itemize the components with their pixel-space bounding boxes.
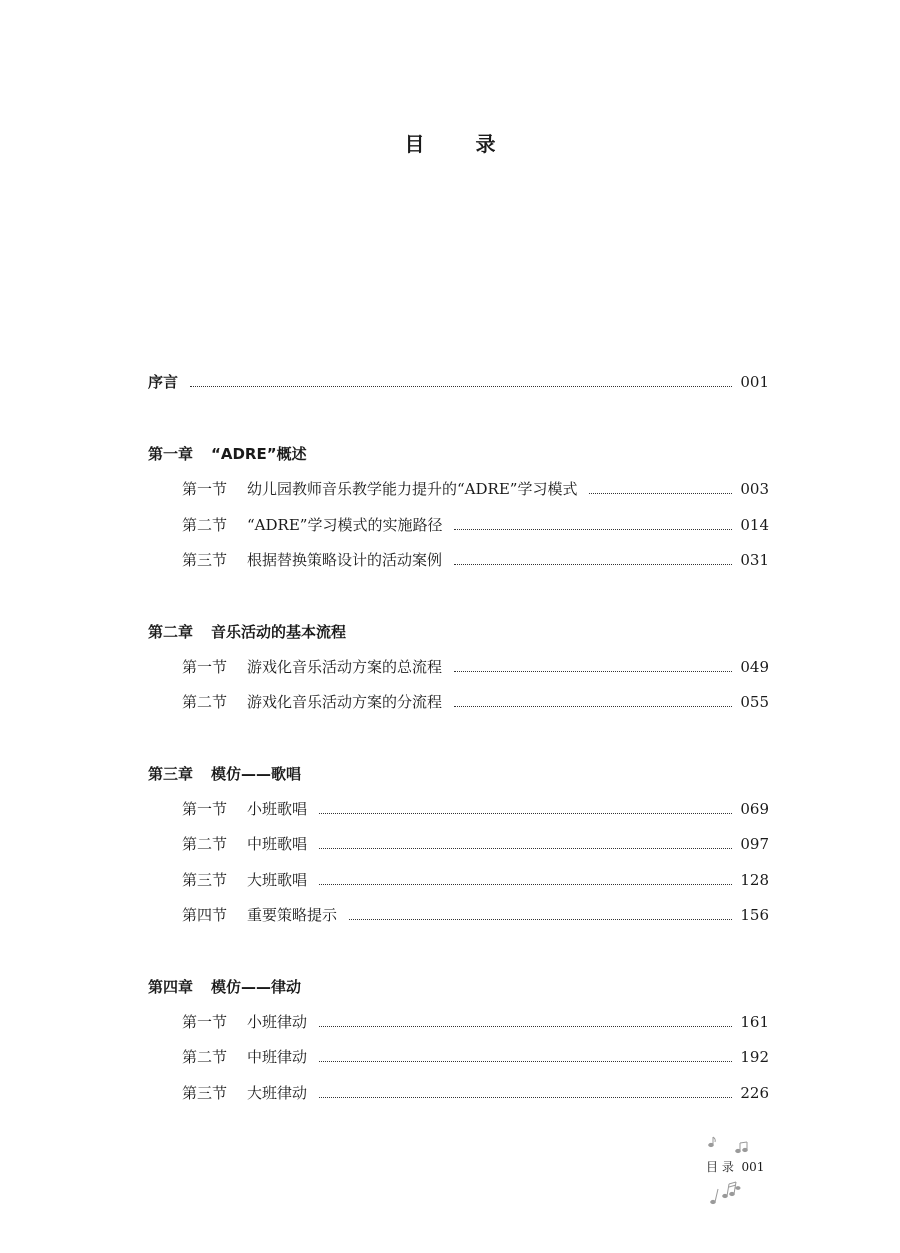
toc-entry[interactable] xyxy=(182,832,769,856)
section-title: 小班歌唱 xyxy=(247,800,308,818)
leader-dots xyxy=(589,493,732,494)
leader-dots xyxy=(454,706,732,707)
toc-page-number: 049 xyxy=(740,658,769,676)
toc-page-number: 161 xyxy=(740,1013,769,1031)
section-number: 第三节 xyxy=(182,871,228,889)
toc-page-number: 097 xyxy=(740,835,769,853)
leader-dots xyxy=(319,1097,732,1098)
toc-entry[interactable] xyxy=(182,513,769,537)
leader-dots xyxy=(454,564,732,565)
section-title: 小班律动 xyxy=(247,1013,308,1031)
chapter-heading[interactable] xyxy=(148,620,346,644)
chapter-number: 第一章 xyxy=(148,445,194,463)
chapter-title: 音乐活动的基本流程 xyxy=(211,623,347,641)
chapter-title: 模仿——律动 xyxy=(211,978,302,996)
section-number: 第二节 xyxy=(182,693,228,711)
section-number: 第二节 xyxy=(182,1048,228,1066)
toc-entry[interactable] xyxy=(182,903,769,927)
section-number: 第三节 xyxy=(182,1084,228,1102)
leader-dots xyxy=(454,529,732,530)
section-number: 第二节 xyxy=(182,516,228,534)
toc-entry[interactable] xyxy=(182,1045,769,1069)
chapter-number: 第四章 xyxy=(148,978,194,996)
section-title: 重要策略提示 xyxy=(247,906,338,924)
toc-entry[interactable] xyxy=(182,1081,769,1105)
section-title: 中班律动 xyxy=(247,1048,308,1066)
toc-page-number: 001 xyxy=(740,373,769,391)
toc-entry[interactable] xyxy=(182,1010,769,1034)
toc-entry[interactable] xyxy=(182,655,769,679)
section-title: 中班歌唱 xyxy=(247,835,308,853)
chapter-heading[interactable] xyxy=(148,975,301,999)
section-title: “ADRE”学习模式的实施路径 xyxy=(247,516,443,534)
section-title: 大班律动 xyxy=(247,1084,308,1102)
toc-page-number: 031 xyxy=(740,551,769,569)
section-number: 第三节 xyxy=(182,551,228,569)
footer-label: 目 录 xyxy=(706,1160,734,1174)
toc-page-number: 156 xyxy=(740,906,769,924)
leader-dots xyxy=(319,848,732,849)
chapter-heading[interactable] xyxy=(148,762,301,786)
toc-entry[interactable] xyxy=(182,868,769,892)
chapter-title: 模仿——歌唱 xyxy=(211,765,302,783)
toc-entry-preface[interactable] xyxy=(148,370,769,394)
page-title: 目 录 xyxy=(404,132,518,156)
page-footer xyxy=(706,1158,764,1175)
chapter-heading[interactable] xyxy=(148,442,307,466)
toc-page-number: 055 xyxy=(740,693,769,711)
leader-dots xyxy=(319,813,732,814)
section-number: 第四节 xyxy=(182,906,228,924)
section-number: 第一节 xyxy=(182,1013,228,1031)
section-number: 第二节 xyxy=(182,835,228,853)
toc-entry-label: 序言 xyxy=(148,373,179,391)
toc-page-number: 192 xyxy=(740,1048,769,1066)
section-title: 根据替换策略设计的活动案例 xyxy=(247,551,443,569)
leader-dots xyxy=(319,884,732,885)
section-title: 游戏化音乐活动方案的总流程 xyxy=(247,658,443,676)
section-number: 第一节 xyxy=(182,658,228,676)
section-title: 大班歌唱 xyxy=(247,871,308,889)
toc-page-number: 128 xyxy=(740,871,769,889)
toc-page-number: 003 xyxy=(740,480,769,498)
toc-entry[interactable] xyxy=(182,797,769,821)
leader-dots xyxy=(349,919,732,920)
section-title: 幼儿园教师音乐教学能力提升的“ADRE”学习模式 xyxy=(247,480,578,498)
leader-dots xyxy=(454,671,732,672)
toc-page-number: 014 xyxy=(740,516,769,534)
chapter-title: “ADRE”概述 xyxy=(211,445,307,463)
section-title: 游戏化音乐活动方案的分流程 xyxy=(247,693,443,711)
leader-dots xyxy=(190,386,732,387)
leader-dots xyxy=(319,1061,732,1062)
toc-page-number: 226 xyxy=(740,1084,769,1102)
toc-entry[interactable] xyxy=(182,477,769,501)
toc-page-number: 069 xyxy=(740,800,769,818)
section-number: 第一节 xyxy=(182,480,228,498)
toc-entry[interactable] xyxy=(182,548,769,572)
toc-entry[interactable] xyxy=(182,690,769,714)
chapter-number: 第三章 xyxy=(148,765,194,783)
section-number: 第一节 xyxy=(182,800,228,818)
chapter-number: 第二章 xyxy=(148,623,194,641)
leader-dots xyxy=(319,1026,732,1027)
page-number: 001 xyxy=(741,1160,765,1174)
